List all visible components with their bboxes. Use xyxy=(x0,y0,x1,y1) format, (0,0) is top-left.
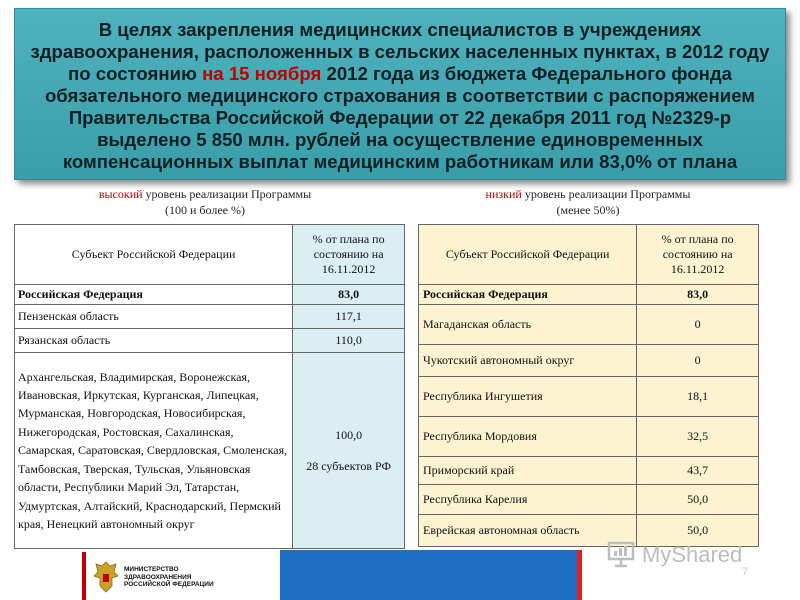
row-name: Республика Карелия xyxy=(419,485,637,515)
column-header-percent: % от плана по состоянию на 16.11.2012 xyxy=(637,225,759,285)
table-row xyxy=(15,285,405,305)
group-regions-list: Архангельская, Владимирская, Воронежская, Ивановская, Иркутская, Курганская, Липецкая, Мурманская, Новгородская, Новосибирская, Нижегородская, Ростовская, Сахалинская, Самарская, Саратовская, Свердловская, Смоленская, Тамбовская, Тверская, Тульская, Ульяновская области, Республики Марий Эл, Татарстан, Удмуртская, Алтайский, Краснодарский, Пермский края, Ненецкий автономный округ xyxy=(15,353,293,549)
column-header-subject: Субъект Российской Федерации xyxy=(15,225,293,285)
row-name: Магаданская область xyxy=(419,305,637,345)
group-value-cell xyxy=(293,353,405,549)
row-value: 110,0 xyxy=(293,329,405,353)
row-value: 0 xyxy=(637,305,759,345)
right-caption xyxy=(418,186,758,218)
row-value: 83,0 xyxy=(637,285,759,305)
page-number: 7 xyxy=(742,566,749,578)
table-header-row xyxy=(15,225,405,285)
table-row xyxy=(419,417,759,457)
header-panel xyxy=(14,8,786,180)
row-value: 32,5 xyxy=(637,417,759,457)
logo-red-bar xyxy=(82,552,86,600)
header-text-part2: 2012 года из бюджета Федерального фонда обязательного медицинского страхования в соответствии с распоряжением Правительства Российской Федерации от 22 декабря 2011 год №2329-р выделено 5 850 млн. рублей на осуществление единовременных компенсационных выплат медицинским работникам или 83,0% от плана xyxy=(44,63,756,172)
group-value: 100,0 xyxy=(335,427,363,442)
ministry-line-3: РОССИЙСКОЙ ФЕДЕРАЦИИ xyxy=(124,581,214,588)
table-row-group xyxy=(15,353,405,549)
row-value: 117,1 xyxy=(293,305,405,329)
row-name: Российская Федерация xyxy=(15,285,293,305)
table-row xyxy=(15,305,405,329)
row-value: 18,1 xyxy=(637,377,759,417)
row-name: Приморский край xyxy=(419,457,637,485)
left-caption xyxy=(20,186,390,218)
presentation-board-icon xyxy=(606,540,636,568)
brand-watermark xyxy=(606,540,756,570)
right-caption-text: уровень реализации Программы xyxy=(521,187,691,201)
right-caption-sub: (менее 50%) xyxy=(556,203,620,217)
low-level-table xyxy=(418,224,759,547)
left-caption-level: высокий xyxy=(98,187,143,201)
ministry-line-2: ЗДРАВООХРАНЕНИЯ xyxy=(124,573,192,581)
left-caption-text: уровень реализации Программы xyxy=(142,187,312,201)
row-name: Пензенская область xyxy=(15,305,293,329)
row-value: 50,0 xyxy=(637,515,759,547)
coat-of-arms-icon xyxy=(92,560,120,594)
footer-red-band xyxy=(577,550,582,600)
table-row xyxy=(419,345,759,377)
column-header-percent: % от плана по состоянию на 16.11.2012 xyxy=(293,225,405,285)
row-name: Еврейская автономная область xyxy=(419,515,637,547)
table-row xyxy=(419,485,759,515)
row-value: 43,7 xyxy=(637,457,759,485)
ministry-name xyxy=(124,566,214,589)
left-caption-sub: (100 и более %) xyxy=(165,203,245,217)
right-caption-level: низкий xyxy=(485,187,522,201)
header-text-part1: В целях закрепления медицинских специалистов в учреждениях здравоохранения, расположенных в сельских населенных пунктах, в 2012 году по состоянию xyxy=(30,19,770,84)
column-header-subject: Субъект Российской Федерации xyxy=(419,225,637,285)
group-count: 28 субъектов РФ xyxy=(306,458,391,473)
row-name: Рязанская область xyxy=(15,329,293,353)
row-name: Чукотский автономный округ xyxy=(419,345,637,377)
table-row xyxy=(419,285,759,305)
ministry-line-1: МИНИСТЕРСТВО xyxy=(124,566,179,573)
row-name: Российская Федерация xyxy=(419,285,637,305)
table-row xyxy=(419,457,759,485)
row-name: Республика Ингушетия xyxy=(419,377,637,417)
row-value: 83,0 xyxy=(293,285,405,305)
row-value: 50,0 xyxy=(637,485,759,515)
footer-blue-band xyxy=(280,550,577,600)
row-name: Республика Мордовия xyxy=(419,417,637,457)
table-row xyxy=(15,329,405,353)
header-highlight-date: на 15 ноября xyxy=(202,63,322,84)
brand-name: MyShared xyxy=(642,542,743,567)
table-row xyxy=(419,377,759,417)
high-level-table xyxy=(14,224,405,549)
table-row xyxy=(419,305,759,345)
row-value: 0 xyxy=(637,345,759,377)
ministry-logo xyxy=(82,552,240,600)
table-header-row xyxy=(419,225,759,285)
